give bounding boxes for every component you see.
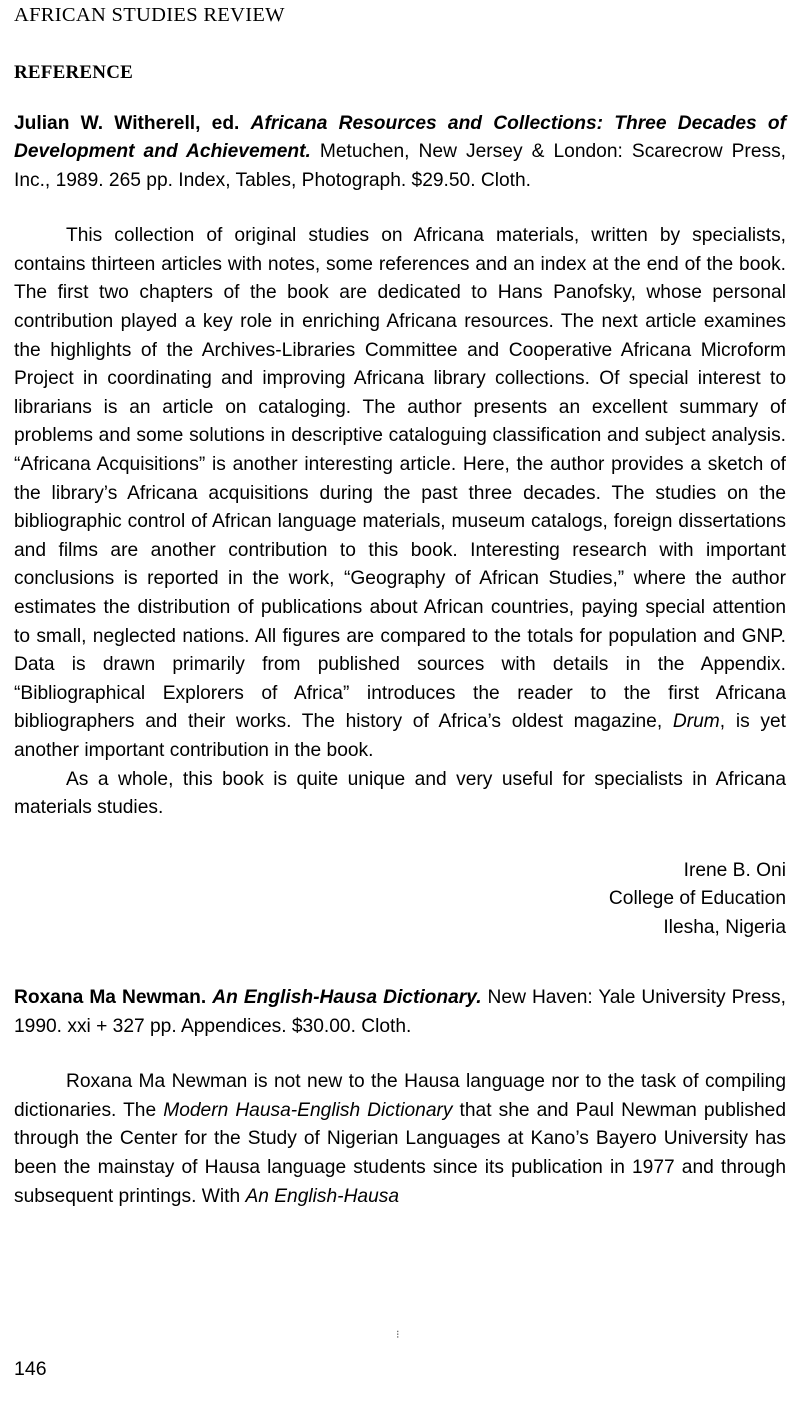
section-divider-space (14, 942, 786, 984)
review-body-2-lead: Roxana Ma Newman is not new to the Hausa language nor to the task of compiling dictionaries. The (14, 1071, 786, 1121)
reviewer-affiliation-1: College of Education (608, 888, 786, 910)
review-body-1-italic: Drum (672, 711, 720, 733)
review-body-2-italic-2: An English-Hausa (245, 1185, 400, 1207)
page-content (14, 62, 786, 1211)
reviewer-name-1: Irene B. Oni (683, 859, 786, 881)
citation-block-1 (14, 110, 786, 195)
citation-rest-1: Metuchen, New Jersey & London: Scarecrow Press, Inc., 1989. 265 pp. Index, Tables, Photograph. $29.50. Cloth. (14, 141, 787, 191)
review-body-1-after-italic: , is yet another important contribution in the book. (14, 711, 786, 761)
center-tick-mark: ⁝ (396, 1329, 400, 1341)
reviewer-location-1: Ilesha, Nigeria (663, 916, 786, 938)
reviewer-signature-1 (14, 857, 786, 943)
review-body-1 (14, 222, 786, 765)
citation-block-2 (14, 984, 786, 1041)
citation-author-2: Roxana Ma Newman. (14, 987, 207, 1009)
citation-author-1: Julian W. Witherell, ed. (14, 113, 240, 134)
citation-title-1: Africana Resources and Collections: Three Decades of Development and Achievement. (14, 113, 786, 163)
review-body-1-text: This collection of original studies on Africana materials, written by specialists, contains thirteen articles with notes, some references and an index at the end of the book. The first two chapters of the book are dedicated to Hans Panofsky, whose personal contribution played a key role in enriching Africana resources. The next article examines the highlights of the Archives-Libraries Committee and Cooperative Africana Microform Project in coordinating and improving Africana library collections. Of special interest to librarians is an article on cataloging. The author presents an excellent summary of problems and some solutions in descriptive cataloguing classification and subject analysis. “Africana Acquisitions” is another interesting article. Here, the author provides a sketch of the library’s Africana acquisitions during the past three decades. The studies on the bibliographic control of African language materials, museum catalogs, foreign dissertations and films are another contribution to this book. Interesting research with important conclusions is reported in the work, “Geography of African Studies,” where the author estimates the distribution of publications about African countries, paying special attention to small, neglected nations. All figures are compared to the totals for population and GNP. Data is drawn primarily from published sources with details in the Appendix. “Bibliographical Explorers of Africa” introduces the reader to the first Africana bibliographers and their works. The history of Africa’s oldest magazine, (14, 225, 786, 733)
review-body-2 (14, 1068, 786, 1211)
citation-title-2: An English-Hausa Dictionary. (212, 987, 482, 1009)
review-body-1-closing: As a whole, this book is quite unique and very useful for specialists in Africana materials studies. (14, 768, 786, 819)
page-number: 146 (14, 1358, 47, 1380)
section-heading: REFERENCE (14, 62, 133, 83)
running-head: AFRICAN STUDIES REVIEW (14, 4, 285, 26)
citation-rest-2: New Haven: Yale University Press, 1990. xxi + 327 pp. Appendices. $30.00. Cloth. (14, 987, 786, 1037)
review-body-2-italic-1: Modern Hausa-English Dictionary (163, 1099, 453, 1121)
review-body-2-mid: that she and Paul Newman published through the Center for the Study of Nigerian Languages at Kano’s Bayero University has been the mainstay of Hausa language students since its publication in 1977 and through subsequent printings. With (14, 1099, 787, 1207)
